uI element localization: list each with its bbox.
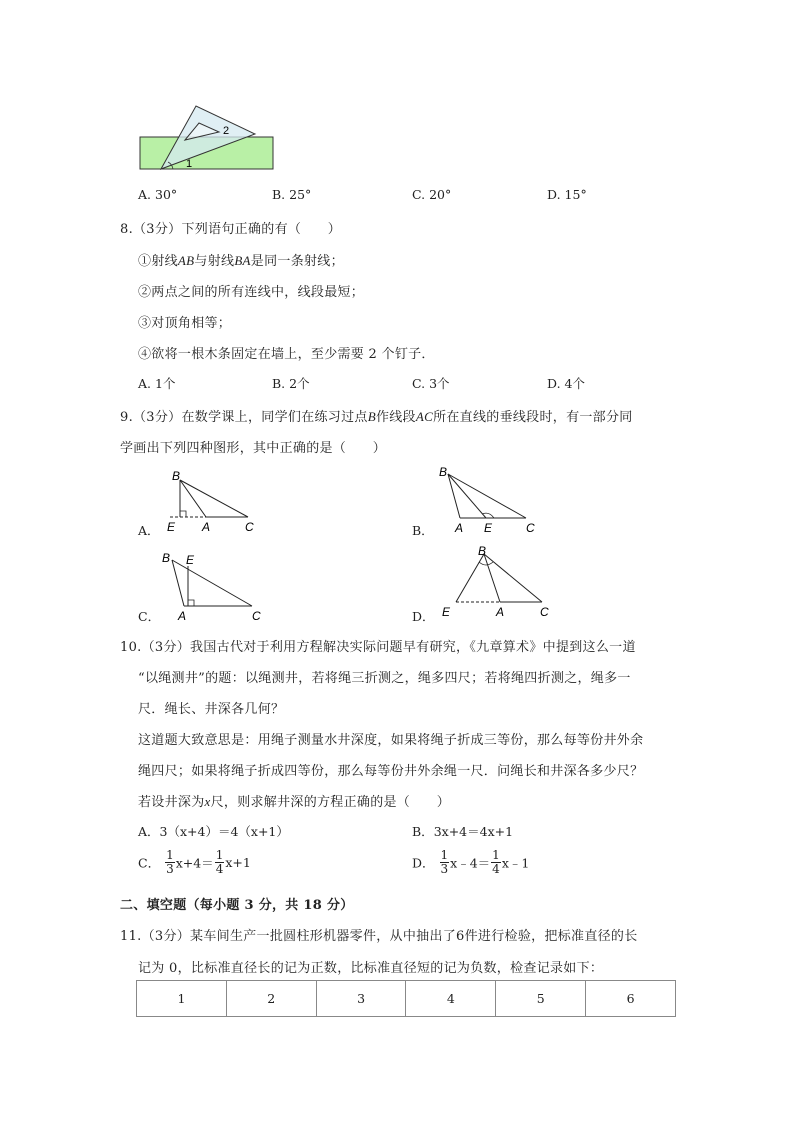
q8-stem: 8.（3分）下列语句正确的有（ ） <box>120 222 342 237</box>
svg-text:E: E <box>484 521 493 534</box>
section-2-title: 二、填空题（每小题 3 分，共 18 分） <box>120 898 354 913</box>
q8-item-1: ①射线AB与射线BA是同一条射线； <box>138 253 344 269</box>
svg-text:B: B <box>172 469 181 483</box>
svg-text:A: A <box>455 521 464 534</box>
q9-option-a[interactable]: A． <box>138 523 160 538</box>
fraction: $\frac{1}{4}$ <box>215 848 224 876</box>
svg-text:B: B <box>478 544 487 558</box>
table-header-cell: 1 <box>137 981 227 1017</box>
q10-line6: 若设井深为x尺，则求解井深的方程正确的是（ ） <box>138 794 450 810</box>
q9-stem-line2: 学画出下列四种图形，其中正确的是（ ） <box>120 441 387 456</box>
q8-option-b[interactable]: B. 2个 <box>272 376 310 391</box>
q8-option-c[interactable]: C. 3个 <box>412 376 450 391</box>
q9-option-c[interactable]: C． <box>138 609 161 624</box>
svg-text:E: E <box>186 553 195 567</box>
svg-text:A: A <box>496 605 505 619</box>
svg-text:A: A <box>202 520 211 534</box>
angle-1-label: 1 <box>186 158 193 170</box>
q9-stem-line1: 9.（3分）在数学课上，同学们在练习过点B作线段AC所在直线的垂线段时，有一部分同 <box>120 409 633 425</box>
q7-option-c[interactable]: C. 20° <box>412 187 452 202</box>
svg-text:B: B <box>439 465 448 479</box>
q10-option-b[interactable]: B．3x+4＝4x+1 <box>412 824 514 839</box>
q10-line1: 10.（3分）我国古代对于利用方程解决实际问题早有研究，《九章算术》中提到这么一道 <box>120 640 636 655</box>
q10-option-d[interactable]: D． $\frac{1}{3}$ x﹣4＝ $\frac{1}{4}$ x﹣1 <box>412 848 530 876</box>
q7-option-b[interactable]: B. 25° <box>272 187 312 202</box>
q7-option-a[interactable]: A. 30° <box>138 187 178 202</box>
q10-option-a[interactable]: A．3（x+4）＝4（x+1） <box>138 824 289 839</box>
table-header-cell: 2 <box>226 981 316 1017</box>
svg-text:E: E <box>442 605 451 619</box>
q8-option-d[interactable]: D. 4个 <box>547 376 585 391</box>
q10-line2: “以绳测井”的题：以绳测井，若将绳三折测之，绳多四尺；若将绳四折测之，绳多一 <box>138 671 631 686</box>
table-header-cell: 4 <box>406 981 496 1017</box>
svg-text:C: C <box>252 609 261 622</box>
svg-text:B: B <box>162 551 171 565</box>
table-row <box>137 981 676 1017</box>
q10-line5: 绳四尺；如果将绳子折成四等份，那么每等份井外余绳一尺．问绳长和井深各多少尺？ <box>138 764 644 779</box>
q8-item-2: ②两点之间的所有连线中，线段最短； <box>138 285 365 300</box>
svg-text:E: E <box>167 520 176 534</box>
q11-record-table <box>136 980 676 1017</box>
q10-line4: 这道题大致意思是：用绳子测量水井深度，如果将绳子折成三等份，那么每等份井外余 <box>138 733 644 748</box>
q11-line2: 记为 0，比标准直径长的记为正数，比标准直径短的记为负数，检查记录如下： <box>138 961 604 976</box>
angle-2-label: 2 <box>223 125 230 137</box>
q9-figure-b <box>434 462 544 534</box>
q7-figure <box>135 100 280 175</box>
svg-text:C: C <box>245 520 254 534</box>
svg-text:C: C <box>540 605 549 619</box>
q11-line1: 11.（3分）某车间生产一批圆柱形机器零件，从中抽出了6件进行检验，把标准直径的长 <box>120 929 638 944</box>
q8-item-4: ④欲将一根木条固定在墙上，至少需要 2 个钉子． <box>138 347 435 362</box>
q7-option-d[interactable]: D. 15° <box>547 187 587 202</box>
q9-option-d[interactable]: D． <box>412 609 435 624</box>
table-header-cell: 3 <box>316 981 406 1017</box>
svg-text:A: A <box>178 609 187 622</box>
q9-figure-a <box>160 465 265 535</box>
q8-item-3: ③对顶角相等； <box>138 316 232 331</box>
q9-option-b[interactable]: B． <box>412 523 434 538</box>
fraction: $\frac{1}{3}$ <box>440 848 449 876</box>
table-header-cell: 6 <box>586 981 676 1017</box>
fraction: $\frac{1}{4}$ <box>492 848 500 876</box>
q8-option-a[interactable]: A. 1个 <box>138 376 176 391</box>
table-header-cell: 5 <box>496 981 586 1017</box>
svg-text:C: C <box>526 521 535 534</box>
q10-option-c[interactable]: C． $\frac{1}{3}$ x+4＝ $\frac{1}{4}$ x+1 <box>138 848 251 876</box>
q10-line3: 尺．绳长、井深各几何？ <box>138 702 285 717</box>
fraction: $\frac{1}{3}$ <box>166 848 174 876</box>
q9-figure-c <box>158 548 268 622</box>
q9-figure-d <box>438 542 558 622</box>
